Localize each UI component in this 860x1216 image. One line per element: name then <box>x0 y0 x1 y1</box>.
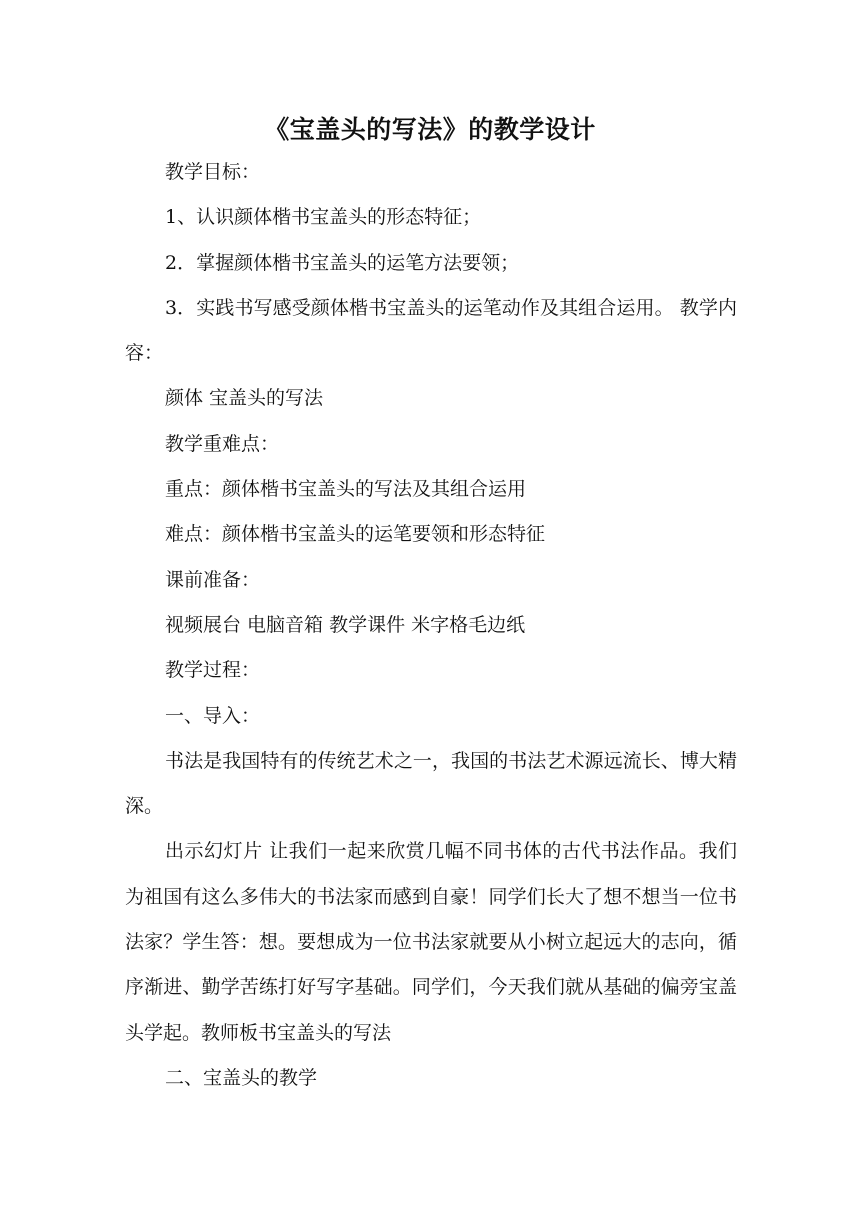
paragraph-section-intro-heading: 一、导入： <box>165 704 261 727</box>
paragraph-intro-text: 书法是我国特有的传统艺术之一，我国的书法艺术源远流长、博大精深。 <box>125 749 737 818</box>
paragraph-teaching-content: 颜体 宝盖头的写法 <box>165 387 324 410</box>
paragraph-process-heading: 教学过程： <box>165 659 261 682</box>
document-body <box>125 150 737 1101</box>
paragraph-preparation-items: 视频展台 电脑音箱 教学课件 米字格毛边纸 <box>165 613 526 636</box>
paragraph-goal-3: 3．实践书写感受颜体楷书宝盖头的运笔动作及其组合运用。 教学内容： <box>125 296 737 365</box>
paragraph-preparation-heading: 课前准备： <box>165 568 261 591</box>
paragraph-section-two-heading: 二、宝盖头的教学 <box>165 1066 318 1089</box>
document-title: 《宝盖头的写法》的教学设计 <box>264 115 596 144</box>
paragraph-slideshow-text: 出示幻灯片 让我们一起来欣赏几幅不同书体的古代书法作品。我们为祖国有这么多伟大的书法家而感到自豪！同学们长大了想不想当一位书法家？学生答：想。要想成为一位书法家就要从小树立起远大的志向，循序渐进、勤学苦练打好写字基础。同学们，今天我们就从基础的偏旁宝盖头学起。教师板书宝盖头的写法 <box>125 840 737 1044</box>
paragraph-key-point: 重点：颜体楷书宝盖头的写法及其组合运用 <box>165 478 527 501</box>
paragraph-goal-1: 1、认识颜体楷书宝盖头的形态特征； <box>165 206 482 229</box>
paragraph-key-difficult-heading: 教学重难点： <box>165 432 280 455</box>
paragraph-goal-2: 2．掌握颜体楷书宝盖头的运笔方法要领； <box>165 251 520 274</box>
paragraph-teaching-goals-heading: 教学目标： <box>165 161 261 183</box>
paragraph-difficult-point: 难点：颜体楷书宝盖头的运笔要领和形态特征 <box>165 523 546 546</box>
